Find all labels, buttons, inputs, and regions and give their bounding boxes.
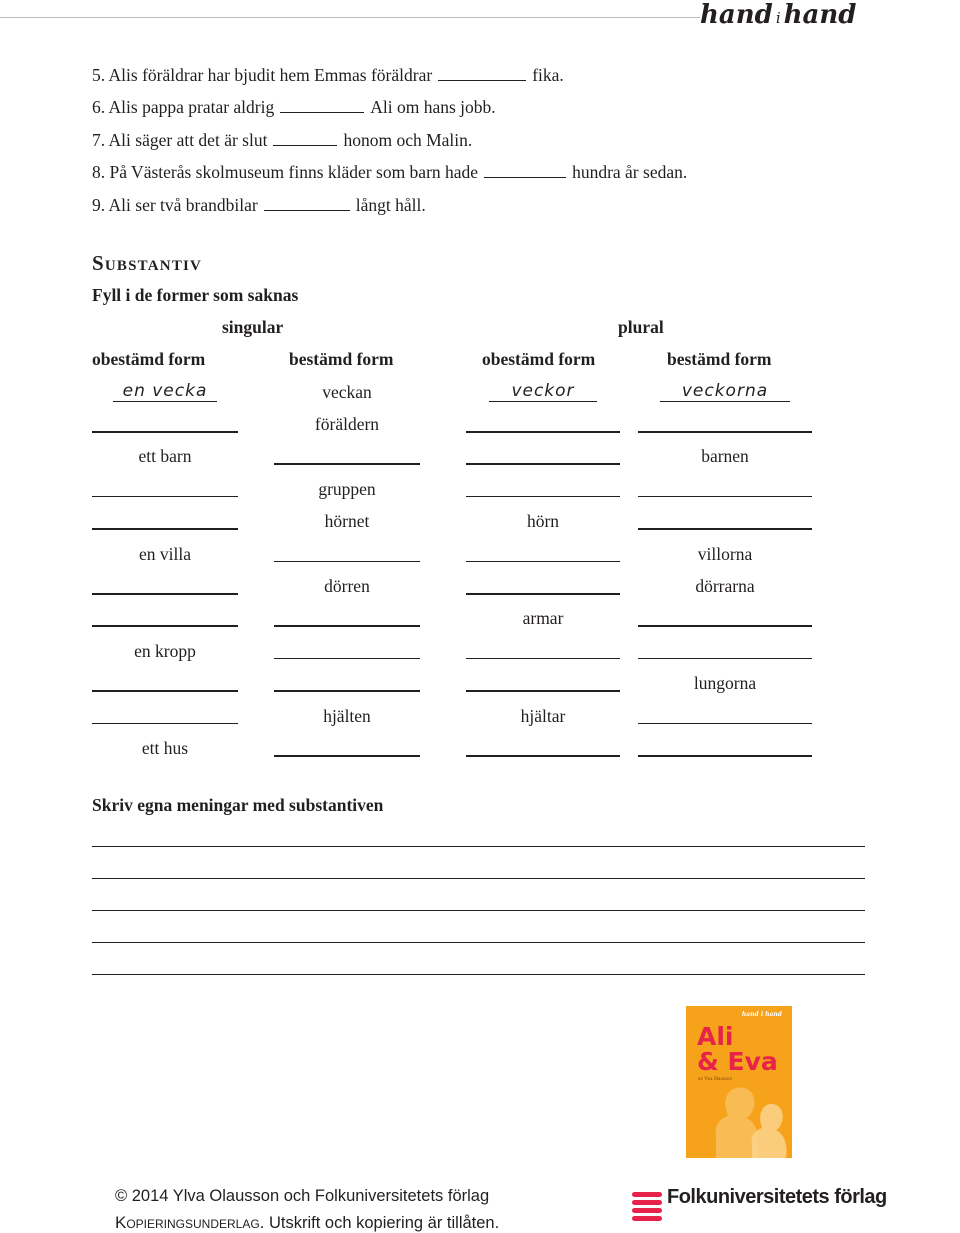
given-word: ett hus: [141, 738, 189, 758]
given-word: lungorna: [693, 673, 757, 694]
writing-prompt: Skriv egna meningar med substantiven: [92, 795, 384, 815]
given-word: ett barn: [138, 446, 192, 467]
book-author: av Ylva Olausson: [698, 1076, 733, 1081]
answer-line[interactable]: [466, 593, 620, 595]
given-word: dörren: [324, 576, 370, 596]
publisher-logo-text: Folkuniversitetets förlag: [667, 1186, 887, 1208]
answer-line[interactable]: [92, 593, 238, 595]
given-word: föräldern: [314, 414, 380, 434]
answer-line[interactable]: [92, 723, 238, 725]
answer-line[interactable]: [92, 496, 238, 498]
sentence-8: 8. På Västerås skolmuseum finns kläder som barn hade hundra år sedan.: [92, 162, 688, 182]
example-pl-def: veckorna: [638, 380, 812, 401]
answer-line[interactable]: [638, 625, 812, 627]
answer-line[interactable]: [92, 690, 238, 692]
given-word: dörrarna: [695, 576, 755, 596]
header-rule: [0, 17, 700, 18]
book-title: Ali & Eva: [697, 1022, 778, 1076]
plural-header: plural: [618, 317, 664, 337]
col-header-pl-def: bestämd form: [667, 349, 772, 369]
answer-line[interactable]: [274, 625, 420, 627]
given-word: hörn: [526, 511, 560, 532]
col-header-sg-def: bestämd form: [289, 349, 394, 369]
answer-line[interactable]: [638, 755, 812, 757]
writing-line[interactable]: [92, 910, 865, 911]
brand-logo: hand i hand: [700, 0, 857, 30]
writing-line[interactable]: [92, 846, 865, 847]
answer-line[interactable]: [466, 463, 620, 465]
writing-line[interactable]: [92, 878, 865, 879]
answer-line[interactable]: [466, 690, 620, 692]
answer-line[interactable]: [92, 431, 238, 433]
given-word: en villa: [139, 543, 191, 564]
given-word: barnen: [701, 446, 749, 467]
answer-line[interactable]: [274, 658, 420, 660]
col-header-pl-indef: obestämd form: [482, 349, 596, 369]
instruction: Fyll i de former som saknas: [92, 285, 299, 305]
publisher-logo-icon: [632, 1189, 662, 1221]
sentence-7: 7. Ali säger att det är slut honom och Malin.: [92, 130, 473, 150]
book-cover: [686, 1006, 792, 1158]
given-word: hjälten: [323, 705, 371, 726]
example-sg-indef: en vecka: [92, 380, 238, 401]
singular-header: singular: [222, 317, 284, 337]
given-word: hjältar: [520, 705, 566, 726]
given-word: villorna: [697, 543, 753, 564]
answer-line[interactable]: [466, 561, 620, 563]
answer-line[interactable]: [466, 496, 620, 498]
answer-line[interactable]: [274, 755, 420, 757]
writing-line[interactable]: [92, 942, 865, 943]
answer-line[interactable]: [92, 625, 238, 627]
answer-line[interactable]: [92, 528, 238, 530]
given-word: en kropp: [134, 640, 196, 661]
example-sg-def: veckan: [322, 382, 372, 402]
answer-line[interactable]: [274, 561, 420, 563]
answer-line[interactable]: [638, 723, 812, 725]
copyright: © 2014 Ylva Olausson och Folkuniversitetets förlag: [115, 1187, 490, 1205]
answer-line[interactable]: [466, 755, 620, 757]
book-brand: hand i hand: [741, 1011, 782, 1018]
given-word: hörnet: [324, 511, 370, 532]
answer-line[interactable]: [274, 690, 420, 692]
answer-line[interactable]: [638, 658, 812, 660]
sentence-5: 5. Alis föräldrar har bjudit hem Emmas föräldrar fika.: [92, 65, 564, 85]
example-pl-indef: veckor: [466, 380, 620, 401]
answer-blank[interactable]: [273, 131, 337, 146]
answer-blank[interactable]: [438, 66, 526, 81]
answer-line[interactable]: [638, 431, 812, 433]
writing-line[interactable]: [92, 974, 865, 975]
answer-line[interactable]: [638, 496, 812, 498]
sentence-9: 9. Ali ser två brandbilar långt håll.: [92, 195, 426, 215]
answer-line[interactable]: [466, 658, 620, 660]
copy-note: Kopieringsunderlag. Utskrift och kopiering är tillåten.: [115, 1213, 500, 1232]
sentence-6: 6. Alis pappa pratar aldrig Ali om hans jobb.: [92, 97, 496, 117]
answer-line[interactable]: [274, 463, 420, 465]
given-word: gruppen: [318, 478, 376, 499]
answer-blank[interactable]: [264, 196, 350, 211]
answer-blank[interactable]: [280, 98, 364, 113]
section-title: Substantiv: [92, 251, 203, 275]
answer-line[interactable]: [466, 431, 620, 433]
given-word: armar: [522, 608, 564, 629]
col-header-sg-indef: obestämd form: [92, 349, 206, 369]
answer-line[interactable]: [638, 528, 812, 530]
answer-blank[interactable]: [484, 163, 566, 178]
